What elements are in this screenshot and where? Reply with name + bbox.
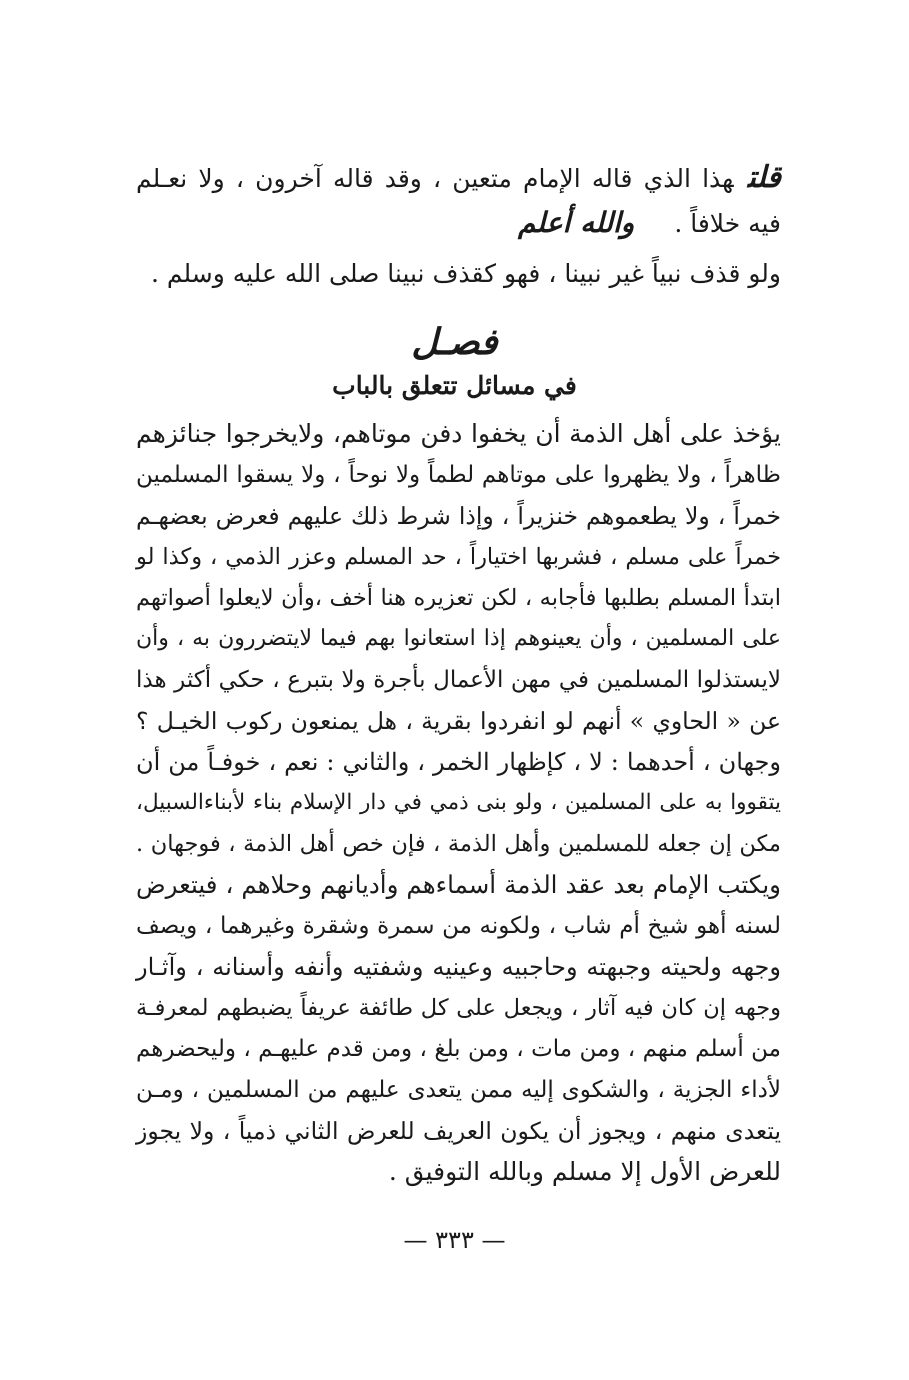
body-line: من أسلم منهم ، ومن مات ، ومن بلغ ، ومن قدم عليهـم ، وليحضرهم: [136, 1036, 781, 1062]
body-line: لايستذلوا المسلمين في مهن الأعمال بأجرة ولا بتبرع ، حكي أكثر هذا: [136, 667, 781, 693]
body-line: وجهه ولحيته وجبهته وحاجبيه وعينيه وشفتيه وأنفه وأسنانه ، وآثـار: [136, 953, 781, 981]
qult-marker: قلت: [747, 160, 781, 195]
body-line: على المسلمين ، وأن يعينوهم إذا استعانوا بهم فيما لايتضررون به ، وأن: [136, 626, 781, 651]
section-subtitle: في مسائل تتعلق بالباب: [332, 371, 577, 400]
body-line: للعرض الأول إلا مسلم وبالله التوفيق .: [388, 1157, 781, 1186]
intro-text-1: هذا الذي قاله الإمام متعين ، وقد قاله آخرون ، ولا نعـلم: [136, 164, 734, 193]
body-line: عن « الحاوي » أنهم لو انفردوا بقرية ، هل يمنعون ركوب الخيـل ؟: [136, 707, 781, 735]
body-line: لسنه أهو شيخ أم شاب ، ولكونه من سمرة وشقرة وغيرهما ، ويصف: [136, 913, 781, 939]
section-heading: فصـل: [411, 321, 498, 363]
body-line: وجهان ، أحدهما : لا ، كإظهار الخمر ، والثاني : نعم ، خوفـاً من أن: [136, 748, 781, 776]
body-line: ويكتب الإمام بعد عقد الذمة أسماءهم وأديانهم وحلاهم ، فيتعرض: [136, 870, 781, 899]
body-line: وجهه إن كان فيه آثار ، ويجعل على كل طائفة عريفاً يضبطهم لمعرفـة: [136, 995, 781, 1021]
intro-text-3: ولو قذف نبياً غير نبينا ، فهو كقذف نبينا صلى الله عليه وسلم .: [150, 259, 781, 288]
body-line: خمراً ، ولا يطعموهم خنزيراً ، وإذا شرط ذلك عليهم فعرض بعضهـم: [136, 502, 781, 530]
body-line: لأداء الجزية ، والشكوى إليه ممن يتعدى عليهم من المسلمين ، ومـن: [136, 1077, 781, 1103]
intro-line-1: [136, 158, 781, 199]
body-line: يتقووا به على المسلمين ، ولو بنى ذمي في دار الإسلام بناء لأبناءالسبيل،: [136, 790, 781, 815]
body-line: يتعدى منهم ، ويجوز أن يكون العريف للعرض الثاني ذمياً ، ولا يجوز: [136, 1117, 781, 1145]
body-line: مكن إن جعله للمسلمين وأهل الذمة ، فإن خص أهل الذمة ، فوجهان .: [136, 831, 781, 857]
intro-line-2: [136, 203, 781, 244]
intro-text-2: فيه خلافاً .: [674, 209, 781, 238]
body-line: خمراً على مسلم ، فشربها اختياراً ، حد المسلم وعزر الذمي ، وكذا لو: [136, 544, 781, 570]
closing-formula: والله أعلم: [518, 206, 635, 239]
body-line: يؤخذ على أهل الذمة أن يخفوا دفن موتاهم، ولايخرجوا جنائزهم: [136, 419, 782, 448]
body-line: ظاهراً ، ولا يظهروا على موتاهم لطماً ولا نوحاً ، ولا يسقوا المسلمين: [136, 462, 781, 488]
body-line: ابتدأ المسلم بطلبها فأجابه ، لكن تعزيره هنا أخف ،وأن لايعلوا أصواتهم: [136, 585, 781, 611]
intro-line-3: [136, 254, 781, 294]
page-number: — ٣٣٣ —: [403, 1226, 506, 1254]
